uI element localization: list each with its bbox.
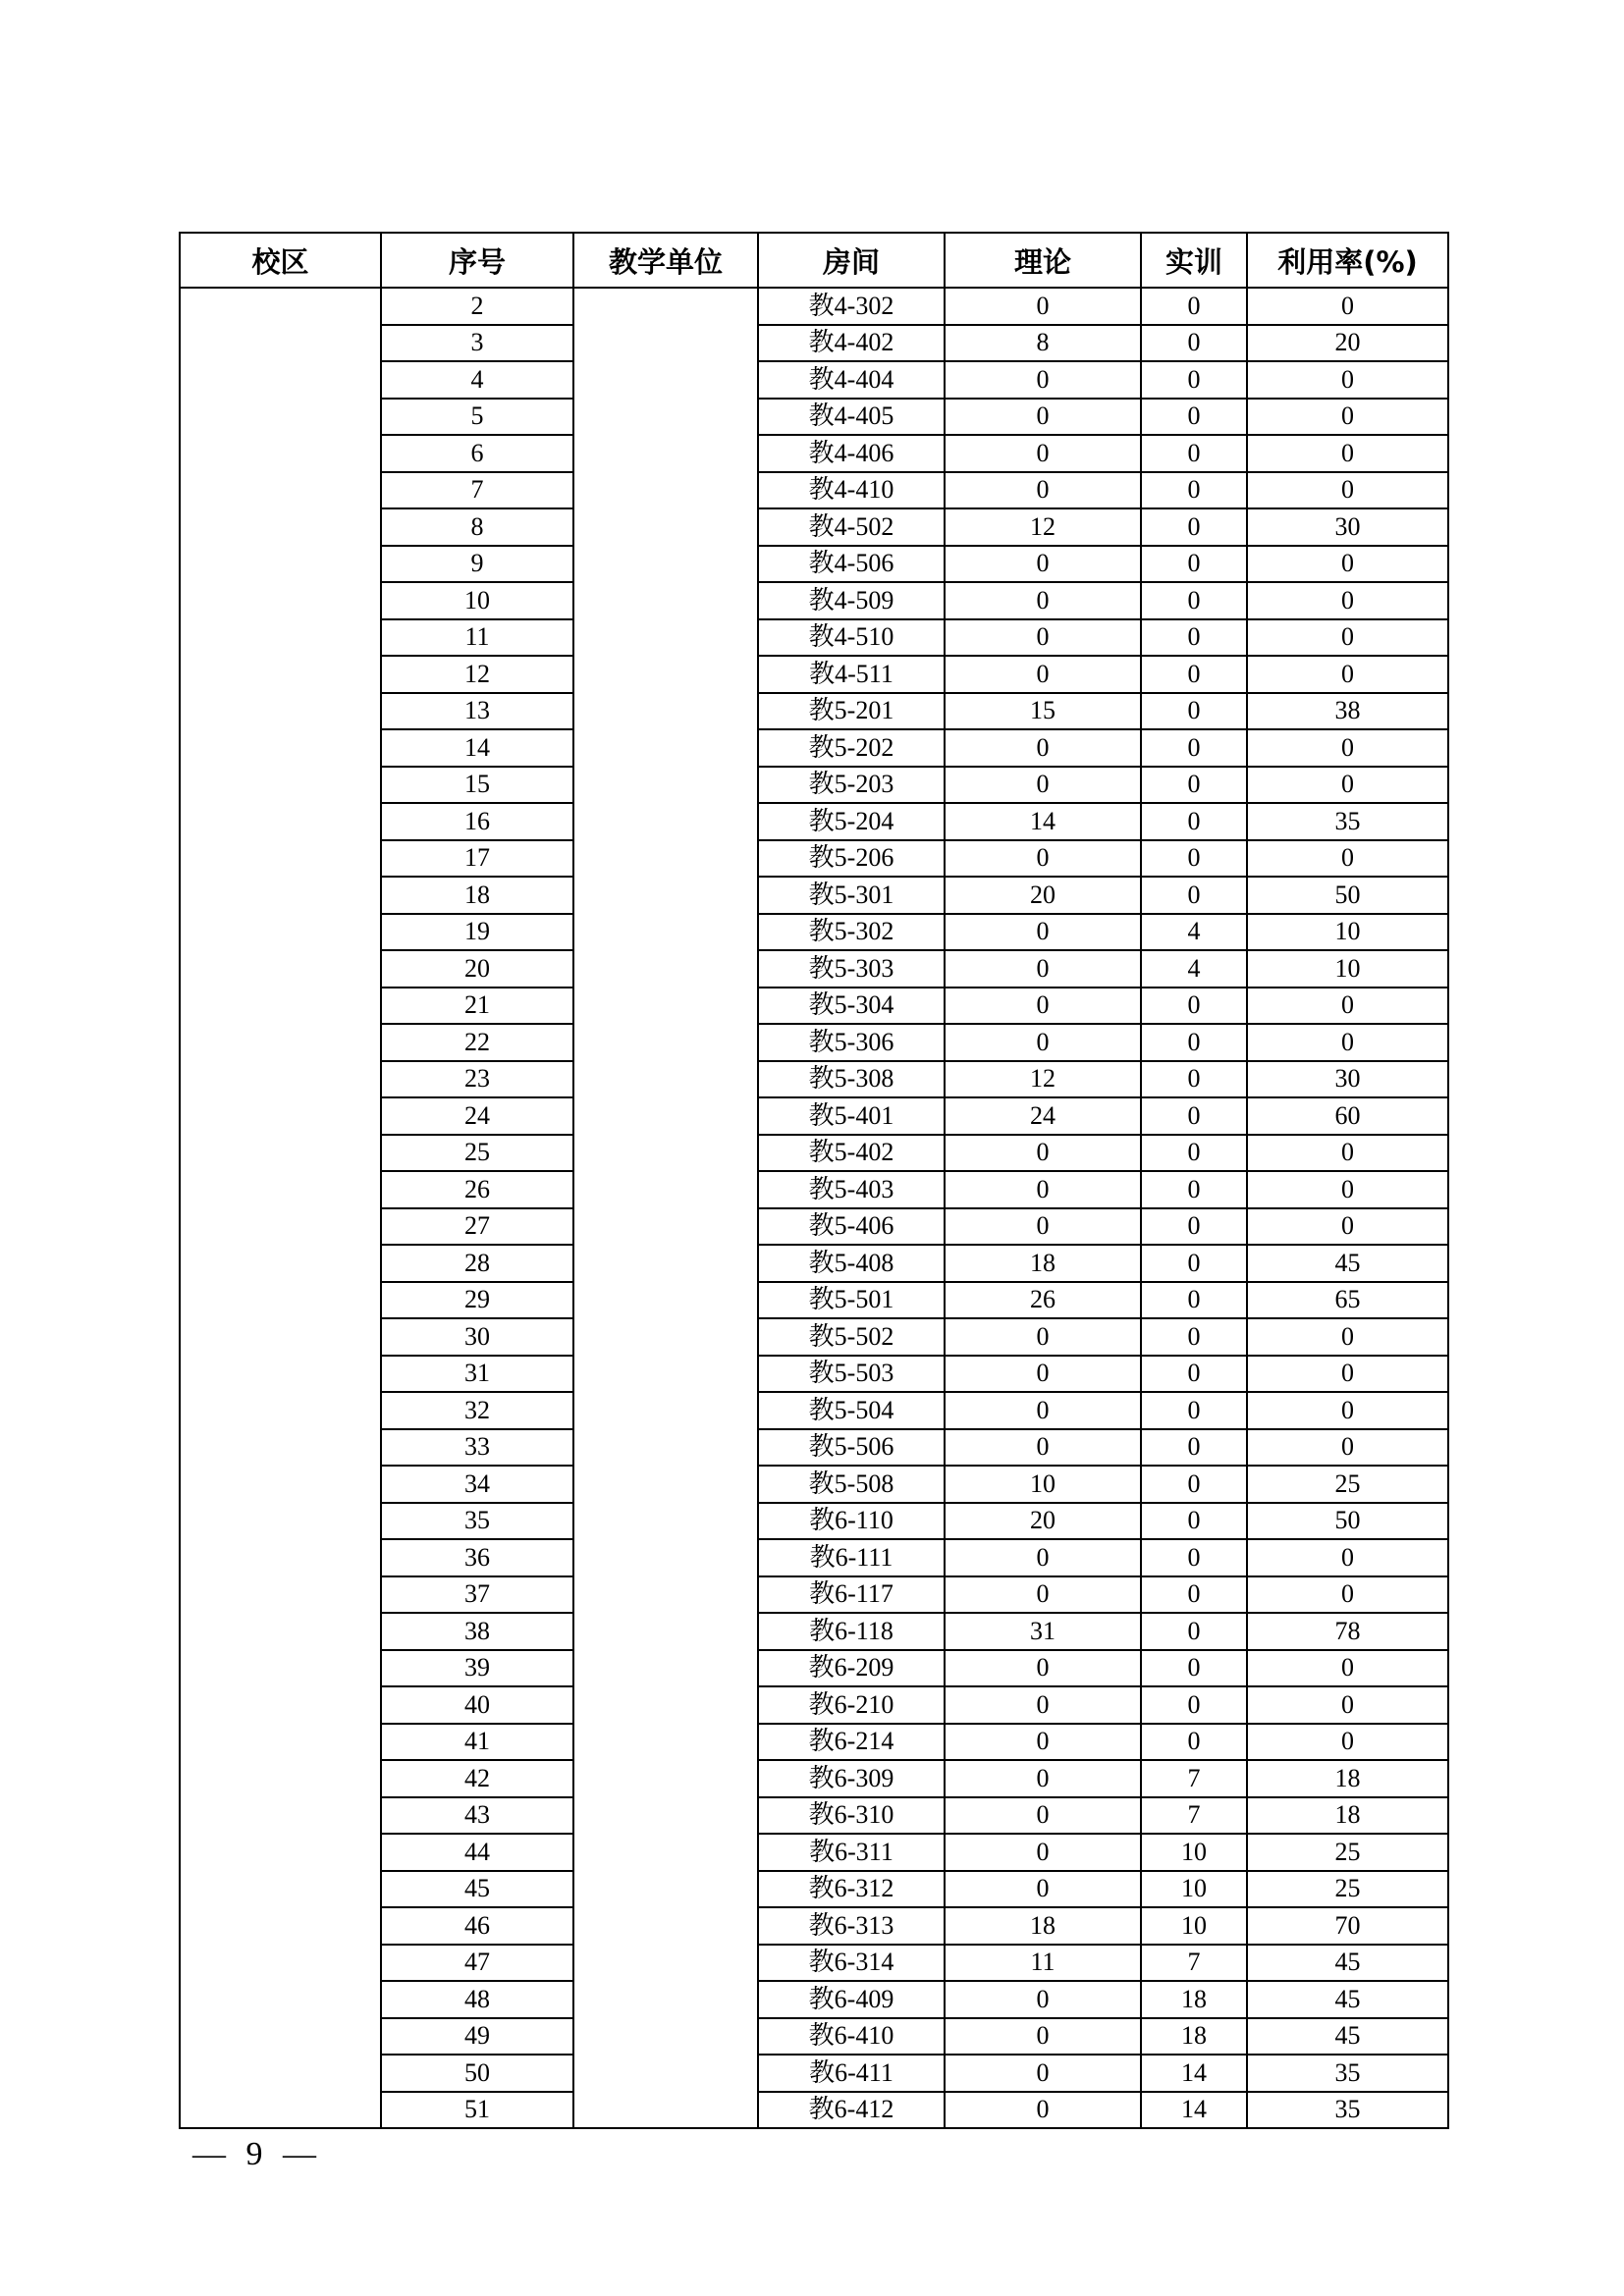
room-cell: 教4-510 bbox=[758, 619, 945, 657]
utilization-cell: 0 bbox=[1247, 1724, 1448, 1761]
room-cell: 教6-111 bbox=[758, 1539, 945, 1576]
utilization-cell: 25 bbox=[1247, 1871, 1448, 1908]
room-cell: 教5-303 bbox=[758, 950, 945, 988]
theory-cell: 0 bbox=[945, 729, 1141, 767]
theory-cell: 0 bbox=[945, 472, 1141, 509]
table-body bbox=[180, 288, 1448, 2128]
practical-cell: 0 bbox=[1141, 1097, 1247, 1135]
utilization-cell: 0 bbox=[1247, 1392, 1448, 1429]
utilization-cell: 0 bbox=[1247, 582, 1448, 619]
practical-cell: 0 bbox=[1141, 582, 1247, 619]
serial-cell: 20 bbox=[381, 950, 573, 988]
practical-cell: 0 bbox=[1141, 361, 1247, 399]
practical-cell: 0 bbox=[1141, 1503, 1247, 1540]
theory-cell: 0 bbox=[945, 546, 1141, 583]
serial-cell: 7 bbox=[381, 472, 573, 509]
utilization-cell: 0 bbox=[1247, 619, 1448, 657]
serial-cell: 48 bbox=[381, 1981, 573, 2018]
utilization-cell: 0 bbox=[1247, 472, 1448, 509]
theory-cell: 0 bbox=[945, 656, 1141, 693]
room-cell: 教4-506 bbox=[758, 546, 945, 583]
room-cell: 教4-509 bbox=[758, 582, 945, 619]
utilization-cell: 45 bbox=[1247, 1981, 1448, 2018]
utilization-cell: 0 bbox=[1247, 1318, 1448, 1356]
serial-cell: 33 bbox=[381, 1429, 573, 1467]
theory-cell: 12 bbox=[945, 508, 1141, 546]
room-cell: 教5-503 bbox=[758, 1356, 945, 1393]
theory-cell: 0 bbox=[945, 1429, 1141, 1467]
serial-cell: 34 bbox=[381, 1466, 573, 1503]
serial-cell: 10 bbox=[381, 582, 573, 619]
room-cell: 教6-314 bbox=[758, 1945, 945, 1982]
serial-cell: 50 bbox=[381, 2055, 573, 2092]
room-cell: 教6-411 bbox=[758, 2055, 945, 2092]
practical-cell: 0 bbox=[1141, 546, 1247, 583]
utilization-cell: 35 bbox=[1247, 2092, 1448, 2129]
serial-cell: 41 bbox=[381, 1724, 573, 1761]
serial-cell: 11 bbox=[381, 619, 573, 657]
room-cell: 教4-302 bbox=[758, 288, 945, 325]
serial-cell: 36 bbox=[381, 1539, 573, 1576]
room-cell: 教4-402 bbox=[758, 325, 945, 362]
serial-cell: 16 bbox=[381, 803, 573, 840]
practical-cell: 0 bbox=[1141, 619, 1247, 657]
theory-cell: 0 bbox=[945, 399, 1141, 436]
utilization-cell: 45 bbox=[1247, 1245, 1448, 1282]
room-cell: 教6-412 bbox=[758, 2092, 945, 2129]
header-campus: 校区 bbox=[180, 233, 381, 288]
room-cell: 教5-506 bbox=[758, 1429, 945, 1467]
practical-cell: 14 bbox=[1141, 2055, 1247, 2092]
theory-cell: 0 bbox=[945, 840, 1141, 878]
serial-cell: 21 bbox=[381, 988, 573, 1025]
room-cell: 教6-117 bbox=[758, 1576, 945, 1614]
theory-cell: 0 bbox=[945, 1797, 1141, 1835]
serial-cell: 4 bbox=[381, 361, 573, 399]
header-room: 房间 bbox=[758, 233, 945, 288]
practical-cell: 10 bbox=[1141, 1871, 1247, 1908]
utilization-cell: 35 bbox=[1247, 2055, 1448, 2092]
serial-cell: 38 bbox=[381, 1613, 573, 1650]
serial-cell: 17 bbox=[381, 840, 573, 878]
practical-cell: 0 bbox=[1141, 1613, 1247, 1650]
room-cell: 教6-409 bbox=[758, 1981, 945, 2018]
header-theory: 理论 bbox=[945, 233, 1141, 288]
serial-cell: 6 bbox=[381, 435, 573, 472]
practical-cell: 18 bbox=[1141, 2018, 1247, 2056]
theory-cell: 0 bbox=[945, 1171, 1141, 1208]
theory-cell: 0 bbox=[945, 1576, 1141, 1614]
theory-cell: 0 bbox=[945, 361, 1141, 399]
practical-cell: 0 bbox=[1141, 1245, 1247, 1282]
practical-cell: 0 bbox=[1141, 1356, 1247, 1393]
utilization-cell: 0 bbox=[1247, 1171, 1448, 1208]
room-cell: 教5-201 bbox=[758, 693, 945, 730]
practical-cell: 7 bbox=[1141, 1797, 1247, 1835]
utilization-cell: 50 bbox=[1247, 877, 1448, 914]
serial-cell: 47 bbox=[381, 1945, 573, 1982]
theory-cell: 0 bbox=[945, 1724, 1141, 1761]
utilization-cell: 30 bbox=[1247, 508, 1448, 546]
room-cell: 教5-206 bbox=[758, 840, 945, 878]
utilization-cell: 0 bbox=[1247, 1356, 1448, 1393]
utilization-cell: 50 bbox=[1247, 1503, 1448, 1540]
practical-cell: 0 bbox=[1141, 1392, 1247, 1429]
header-serial: 序号 bbox=[381, 233, 573, 288]
utilization-cell: 45 bbox=[1247, 2018, 1448, 2056]
serial-cell: 24 bbox=[381, 1097, 573, 1135]
utilization-cell: 0 bbox=[1247, 1024, 1448, 1061]
practical-cell: 0 bbox=[1141, 803, 1247, 840]
room-cell: 教5-306 bbox=[758, 1024, 945, 1061]
serial-cell: 2 bbox=[381, 288, 573, 325]
utilization-cell: 0 bbox=[1247, 1576, 1448, 1614]
serial-cell: 28 bbox=[381, 1245, 573, 1282]
header-row bbox=[180, 233, 1448, 288]
practical-cell: 0 bbox=[1141, 399, 1247, 436]
room-utilization-table bbox=[179, 232, 1449, 2129]
campus-cell-merged bbox=[180, 288, 381, 2128]
room-cell: 教6-313 bbox=[758, 1907, 945, 1945]
room-cell: 教5-504 bbox=[758, 1392, 945, 1429]
serial-cell: 44 bbox=[381, 1834, 573, 1871]
theory-cell: 18 bbox=[945, 1907, 1141, 1945]
serial-cell: 35 bbox=[381, 1503, 573, 1540]
header-teaching-unit: 教学单位 bbox=[573, 233, 758, 288]
utilization-cell: 0 bbox=[1247, 399, 1448, 436]
utilization-cell: 10 bbox=[1247, 950, 1448, 988]
practical-cell: 0 bbox=[1141, 1539, 1247, 1576]
utilization-cell: 0 bbox=[1247, 767, 1448, 804]
theory-cell: 0 bbox=[945, 2018, 1141, 2056]
room-cell: 教4-410 bbox=[758, 472, 945, 509]
serial-cell: 27 bbox=[381, 1208, 573, 1246]
room-cell: 教6-118 bbox=[758, 1613, 945, 1650]
room-cell: 教5-501 bbox=[758, 1282, 945, 1319]
room-cell: 教5-401 bbox=[758, 1097, 945, 1135]
practical-cell: 0 bbox=[1141, 656, 1247, 693]
header-utilization-rate: 利用率(%) bbox=[1247, 233, 1448, 288]
utilization-cell: 0 bbox=[1247, 1650, 1448, 1687]
room-cell: 教6-110 bbox=[758, 1503, 945, 1540]
practical-cell: 0 bbox=[1141, 1466, 1247, 1503]
practical-cell: 0 bbox=[1141, 729, 1247, 767]
room-cell: 教4-404 bbox=[758, 361, 945, 399]
theory-cell: 0 bbox=[945, 435, 1141, 472]
practical-cell: 14 bbox=[1141, 2092, 1247, 2129]
theory-cell: 0 bbox=[945, 1650, 1141, 1687]
theory-cell: 0 bbox=[945, 950, 1141, 988]
teaching-unit-cell-merged bbox=[573, 288, 758, 2128]
theory-cell: 0 bbox=[945, 1356, 1141, 1393]
room-cell: 教4-502 bbox=[758, 508, 945, 546]
serial-cell: 12 bbox=[381, 656, 573, 693]
practical-cell: 4 bbox=[1141, 950, 1247, 988]
room-cell: 教6-209 bbox=[758, 1650, 945, 1687]
utilization-cell: 60 bbox=[1247, 1097, 1448, 1135]
serial-cell: 45 bbox=[381, 1871, 573, 1908]
theory-cell: 0 bbox=[945, 1760, 1141, 1797]
room-cell: 教5-408 bbox=[758, 1245, 945, 1282]
theory-cell: 0 bbox=[945, 988, 1141, 1025]
theory-cell: 12 bbox=[945, 1061, 1141, 1098]
utilization-cell: 0 bbox=[1247, 1429, 1448, 1467]
utilization-cell: 0 bbox=[1247, 435, 1448, 472]
utilization-cell: 38 bbox=[1247, 693, 1448, 730]
utilization-cell: 0 bbox=[1247, 361, 1448, 399]
room-cell: 教5-302 bbox=[758, 914, 945, 951]
practical-cell: 0 bbox=[1141, 1135, 1247, 1172]
serial-cell: 13 bbox=[381, 693, 573, 730]
practical-cell: 0 bbox=[1141, 693, 1247, 730]
serial-cell: 30 bbox=[381, 1318, 573, 1356]
room-cell: 教5-508 bbox=[758, 1466, 945, 1503]
utilization-cell: 65 bbox=[1247, 1282, 1448, 1319]
theory-cell: 0 bbox=[945, 1392, 1141, 1429]
room-cell: 教5-202 bbox=[758, 729, 945, 767]
theory-cell: 0 bbox=[945, 1318, 1141, 1356]
theory-cell: 0 bbox=[945, 288, 1141, 325]
theory-cell: 18 bbox=[945, 1245, 1141, 1282]
practical-cell: 0 bbox=[1141, 1061, 1247, 1098]
utilization-cell: 78 bbox=[1247, 1613, 1448, 1650]
practical-cell: 0 bbox=[1141, 472, 1247, 509]
utilization-cell: 20 bbox=[1247, 325, 1448, 362]
practical-cell: 0 bbox=[1141, 1650, 1247, 1687]
theory-cell: 8 bbox=[945, 325, 1141, 362]
practical-cell: 0 bbox=[1141, 840, 1247, 878]
practical-cell: 7 bbox=[1141, 1945, 1247, 1982]
practical-cell: 0 bbox=[1141, 1208, 1247, 1246]
serial-cell: 5 bbox=[381, 399, 573, 436]
table-row bbox=[180, 288, 1448, 325]
practical-cell: 7 bbox=[1141, 1760, 1247, 1797]
theory-cell: 31 bbox=[945, 1613, 1141, 1650]
practical-cell: 18 bbox=[1141, 1981, 1247, 2018]
serial-cell: 22 bbox=[381, 1024, 573, 1061]
practical-cell: 0 bbox=[1141, 1024, 1247, 1061]
serial-cell: 3 bbox=[381, 325, 573, 362]
utilization-cell: 25 bbox=[1247, 1466, 1448, 1503]
serial-cell: 19 bbox=[381, 914, 573, 951]
serial-cell: 32 bbox=[381, 1392, 573, 1429]
serial-cell: 15 bbox=[381, 767, 573, 804]
practical-cell: 10 bbox=[1141, 1834, 1247, 1871]
serial-cell: 18 bbox=[381, 877, 573, 914]
theory-cell: 0 bbox=[945, 767, 1141, 804]
room-cell: 教5-304 bbox=[758, 988, 945, 1025]
practical-cell: 0 bbox=[1141, 508, 1247, 546]
theory-cell: 11 bbox=[945, 1945, 1141, 1982]
theory-cell: 0 bbox=[945, 1686, 1141, 1724]
practical-cell: 10 bbox=[1141, 1907, 1247, 1945]
theory-cell: 0 bbox=[945, 619, 1141, 657]
practical-cell: 0 bbox=[1141, 877, 1247, 914]
room-cell: 教6-410 bbox=[758, 2018, 945, 2056]
room-cell: 教6-312 bbox=[758, 1871, 945, 1908]
room-cell: 教5-301 bbox=[758, 877, 945, 914]
room-cell: 教4-405 bbox=[758, 399, 945, 436]
theory-cell: 0 bbox=[945, 1981, 1141, 2018]
serial-cell: 29 bbox=[381, 1282, 573, 1319]
room-cell: 教6-311 bbox=[758, 1834, 945, 1871]
serial-cell: 9 bbox=[381, 546, 573, 583]
utilization-cell: 30 bbox=[1247, 1061, 1448, 1098]
practical-cell: 0 bbox=[1141, 435, 1247, 472]
serial-cell: 8 bbox=[381, 508, 573, 546]
page-number: — 9 — bbox=[192, 2136, 322, 2172]
header-practical: 实训 bbox=[1141, 233, 1247, 288]
practical-cell: 0 bbox=[1141, 1576, 1247, 1614]
practical-cell: 0 bbox=[1141, 1282, 1247, 1319]
theory-cell: 0 bbox=[945, 582, 1141, 619]
utilization-cell: 18 bbox=[1247, 1760, 1448, 1797]
practical-cell: 0 bbox=[1141, 325, 1247, 362]
theory-cell: 0 bbox=[945, 2092, 1141, 2129]
utilization-cell: 18 bbox=[1247, 1797, 1448, 1835]
room-cell: 教5-406 bbox=[758, 1208, 945, 1246]
serial-cell: 37 bbox=[381, 1576, 573, 1614]
utilization-cell: 0 bbox=[1247, 1135, 1448, 1172]
practical-cell: 0 bbox=[1141, 1724, 1247, 1761]
serial-cell: 51 bbox=[381, 2092, 573, 2129]
theory-cell: 0 bbox=[945, 1539, 1141, 1576]
serial-cell: 26 bbox=[381, 1171, 573, 1208]
utilization-cell: 25 bbox=[1247, 1834, 1448, 1871]
practical-cell: 0 bbox=[1141, 767, 1247, 804]
room-cell: 教5-402 bbox=[758, 1135, 945, 1172]
serial-cell: 42 bbox=[381, 1760, 573, 1797]
utilization-cell: 0 bbox=[1247, 656, 1448, 693]
room-cell: 教4-406 bbox=[758, 435, 945, 472]
practical-cell: 0 bbox=[1141, 1686, 1247, 1724]
room-cell: 教5-308 bbox=[758, 1061, 945, 1098]
room-cell: 教5-204 bbox=[758, 803, 945, 840]
theory-cell: 0 bbox=[945, 1135, 1141, 1172]
practical-cell: 0 bbox=[1141, 988, 1247, 1025]
theory-cell: 0 bbox=[945, 1208, 1141, 1246]
practical-cell: 0 bbox=[1141, 1318, 1247, 1356]
theory-cell: 0 bbox=[945, 1024, 1141, 1061]
theory-cell: 0 bbox=[945, 914, 1141, 951]
utilization-cell: 0 bbox=[1247, 729, 1448, 767]
serial-cell: 31 bbox=[381, 1356, 573, 1393]
serial-cell: 40 bbox=[381, 1686, 573, 1724]
serial-cell: 25 bbox=[381, 1135, 573, 1172]
serial-cell: 39 bbox=[381, 1650, 573, 1687]
utilization-cell: 35 bbox=[1247, 803, 1448, 840]
theory-cell: 26 bbox=[945, 1282, 1141, 1319]
room-cell: 教6-309 bbox=[758, 1760, 945, 1797]
room-cell: 教6-310 bbox=[758, 1797, 945, 1835]
practical-cell: 0 bbox=[1141, 288, 1247, 325]
room-cell: 教4-511 bbox=[758, 656, 945, 693]
practical-cell: 0 bbox=[1141, 1429, 1247, 1467]
utilization-cell: 0 bbox=[1247, 840, 1448, 878]
theory-cell: 0 bbox=[945, 1834, 1141, 1871]
utilization-cell: 0 bbox=[1247, 288, 1448, 325]
theory-cell: 24 bbox=[945, 1097, 1141, 1135]
room-cell: 教5-203 bbox=[758, 767, 945, 804]
theory-cell: 20 bbox=[945, 1503, 1141, 1540]
utilization-cell: 0 bbox=[1247, 546, 1448, 583]
serial-cell: 14 bbox=[381, 729, 573, 767]
utilization-cell: 0 bbox=[1247, 1539, 1448, 1576]
utilization-cell: 70 bbox=[1247, 1907, 1448, 1945]
room-cell: 教6-210 bbox=[758, 1686, 945, 1724]
utilization-cell: 0 bbox=[1247, 1208, 1448, 1246]
practical-cell: 0 bbox=[1141, 1171, 1247, 1208]
theory-cell: 15 bbox=[945, 693, 1141, 730]
theory-cell: 0 bbox=[945, 1871, 1141, 1908]
room-cell: 教5-502 bbox=[758, 1318, 945, 1356]
room-cell: 教6-214 bbox=[758, 1724, 945, 1761]
room-cell: 教5-403 bbox=[758, 1171, 945, 1208]
theory-cell: 10 bbox=[945, 1466, 1141, 1503]
theory-cell: 14 bbox=[945, 803, 1141, 840]
theory-cell: 0 bbox=[945, 2055, 1141, 2092]
serial-cell: 49 bbox=[381, 2018, 573, 2056]
utilization-cell: 0 bbox=[1247, 988, 1448, 1025]
utilization-cell: 0 bbox=[1247, 1686, 1448, 1724]
serial-cell: 43 bbox=[381, 1797, 573, 1835]
serial-cell: 46 bbox=[381, 1907, 573, 1945]
theory-cell: 20 bbox=[945, 877, 1141, 914]
practical-cell: 4 bbox=[1141, 914, 1247, 951]
serial-cell: 23 bbox=[381, 1061, 573, 1098]
utilization-cell: 10 bbox=[1247, 914, 1448, 951]
utilization-cell: 45 bbox=[1247, 1945, 1448, 1982]
